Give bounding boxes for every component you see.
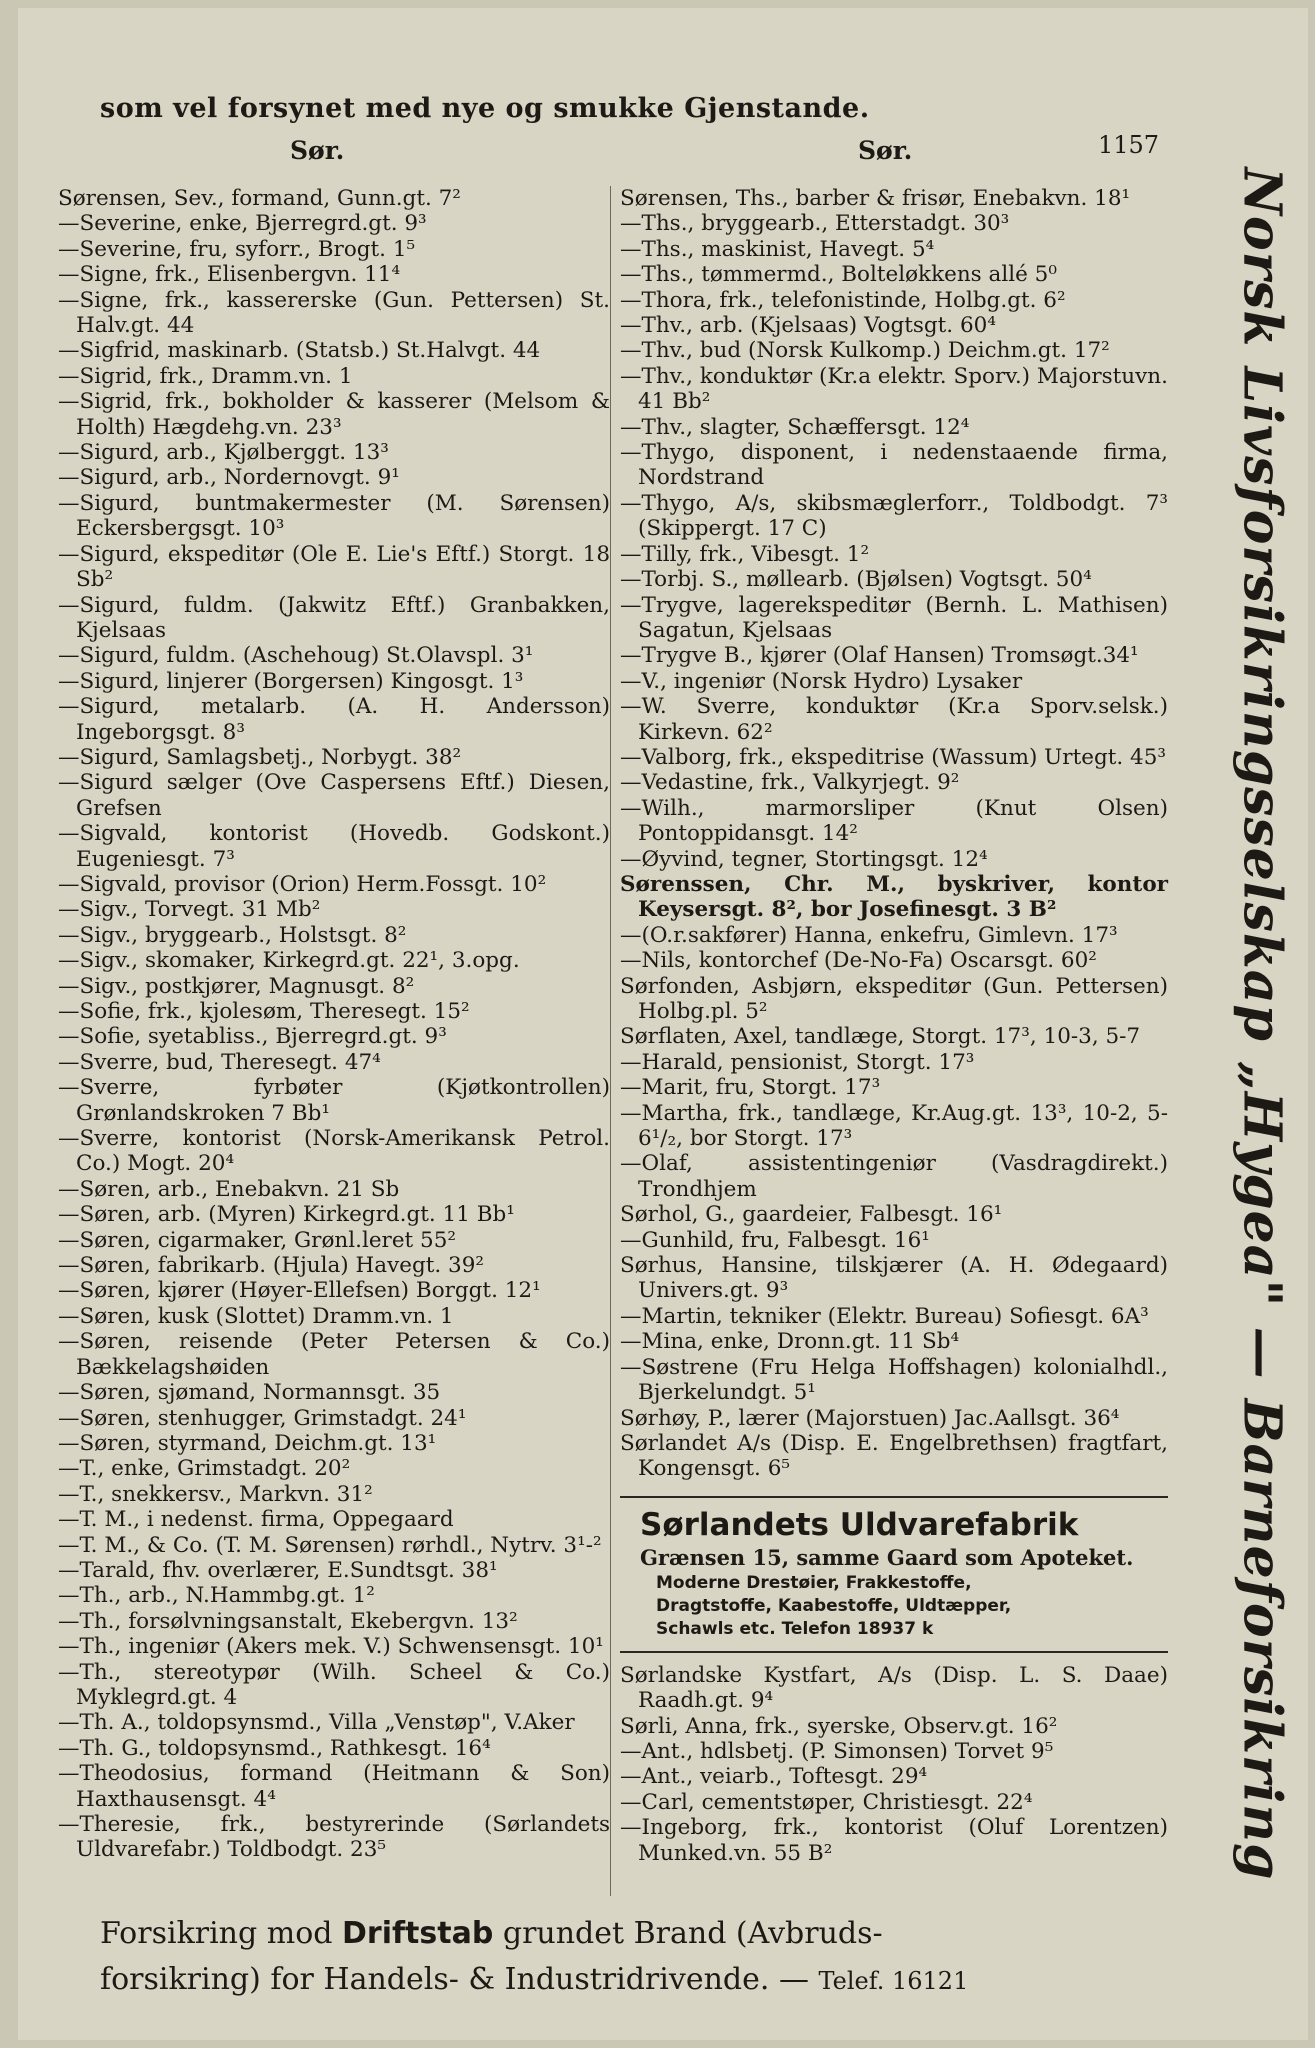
directory-entry: —Ant., veiarb., Toftesgt. 29⁴ [620,1764,928,1790]
footer-line2-text: forsikring) for Handels- & Industridrivende. [100,1962,770,1997]
directory-entry: —Harald, pensionist, Storgt. 17³ [620,1049,975,1075]
footer-line1-post: grundet Brand (Avbruds- [502,1916,883,1951]
directory-entry: —Thv., bud (Norsk Kulkomp.) Deichm.gt. 17² [620,338,1110,364]
directory-entry: —Marit, fru, Storgt. 17³ [620,1075,881,1101]
directory-entry: Sørhøy, P., lærer (Majorstuen) Jac.Aallsgt. 36⁴ [620,1405,1120,1431]
directory-entry: —Thv., arb. (Kjelsaas) Vogtsgt. 60⁴ [620,313,996,339]
directory-entry: —Søren, sjømand, Normannsgt. 35 [58,1380,441,1406]
advert-line-1: Moderne Drestøier, Frakkestoffe, [656,1572,972,1593]
directory-entry: —Thora, frk., telefonistinde, Holbg.gt. 6² [620,287,1066,313]
directory-entry: —Th., forsølvningsanstalt, Ekebergvn. 13² [58,1608,518,1634]
directory-entry: —Sigv., Torvegt. 31 Mb² [58,897,321,923]
directory-entry: —W. Sverre, konduktør (Kr.a Sporv.selsk.) Kirkevn. 62² [620,694,1168,745]
advert-line-2: Dragtstoffe, Kaabestoffe, Uldtæpper, [656,1595,1012,1616]
directory-entry: —T. M., & Co. (T. M. Sørensen) rørhdl., Nytrv. 3¹-² [58,1532,602,1558]
directory-entry: —Martin, tekniker (Elektr. Bureau) Sofiesgt. 6A³ [620,1303,1149,1329]
directory-entry: —Mina, enke, Dronn.gt. 11 Sb⁴ [620,1329,960,1355]
footer-line-2 [100,1962,1180,1997]
directory-entry: —Sigurd, linjerer (Borgersen) Kingosgt. 1³ [58,668,524,694]
directory-entry: —Sigurd, ekspeditør (Ole E. Lie's Eftf.) Storgt. 18 Sb² [58,541,610,593]
directory-entry: Sørflaten, Axel, tandlæge, Storgt. 17³, 10-3, 5-7 [620,1024,1141,1050]
directory-entry: —Tarald, fhv. overlærer, E.Sundtsgt. 38¹ [58,1557,498,1583]
directory-entry: —Thygo, A/s, skibsmæglerforr., Toldbodgt. 7³ (Skippergt. 17 C) [620,490,1168,542]
footer-line1-pre: Forsikring mod [100,1916,333,1951]
directory-entry: —Sigurd, metalarb. (A. H. Andersson) Ingeborgsgt. 8³ [58,694,610,745]
left-column [58,186,610,1863]
directory-entry: —Sverre, kontorist (Norsk-Amerikansk Petrol. Co.) Mogt. 20⁴ [58,1126,610,1177]
directory-entry: —Thv., konduktør (Kr.a elektr. Sporv.) Majorstuvn. 41 Bb² [620,363,1168,415]
directory-entry: —Sverre, fyrbøter (Kjøtkontrollen) Grønlandskroken 7 Bb¹ [58,1075,610,1126]
directory-entry: Sørhol, G., gaardeier, Falbesgt. 16¹ [620,1202,1003,1228]
directory-entry: —Nils, kontorchef (De-No-Fa) Oscarsgt. 60² [620,948,1097,974]
top-line: som vel forsynet med nye og smukke Gjenstande. [100,93,870,124]
directory-entry: —Valborg, frk., ekspeditrise (Wassum) Urtegt. 45³ [620,744,1166,770]
directory-entry: Sørli, Anna, frk., syerske, Observ.gt. 16² [620,1713,1058,1739]
directory-entry: —Severine, fru, syforr., Brogt. 1⁵ [58,236,416,262]
advert-box [620,1496,1168,1653]
directory-entry: —Sigrid, frk., Dramm.vn. 1 [58,363,353,389]
directory-entry: —Severine, enke, Bjerregrd.gt. 9³ [58,211,427,237]
footer-dash: — [778,1962,809,1997]
directory-entry: —Sigurd, arb., Nordernovgt. 9¹ [58,465,400,491]
directory-entry: —Søren, stenhugger, Grimstadgt. 24¹ [58,1405,467,1431]
directory-entry: —Th. G., toldopsynsmd., Rathkesgt. 16⁴ [58,1735,491,1761]
directory-entry: Sørensen, Sev., formand, Gunn.gt. 7² [58,186,461,211]
advert-name: Sørlandets Uldvarefabrik [640,1506,1079,1543]
footer-telephone: Telef. 16121 [818,1967,969,1995]
directory-entry: —Sigurd, Samlagsbetj., Norbygt. 38² [58,744,462,770]
directory-entry: —Ant., hdlsbetj. (P. Simonsen) Torvet 9⁵ [620,1738,1054,1764]
directory-entry: —Sigv., skomaker, Kirkegrd.gt. 22¹, 3.opg. [58,948,520,974]
directory-entry: —Thv., slagter, Schæffersgt. 12⁴ [620,414,970,440]
directory-entry: —Sigurd sælger (Ove Caspersens Eftf.) Diesen, Grefsen [58,770,610,821]
directory-entry: Sørfonden, Asbjørn, ekspeditør (Gun. Pettersen) Holbg.pl. 5² [620,973,1168,1024]
directory-entry: Sørlandske Kystfart, A/s (Disp. L. S. Daae) Raadh.gt. 9⁴ [620,1662,1168,1714]
directory-entry: —Olaf, assistentingeniør (Vasdragdirekt.) Trondhjem [620,1151,1168,1202]
directory-entry: —Sigfrid, maskinarb. (Statsb.) St.Halvgt. 44 [58,338,541,364]
directory-entry: —Wilh., marmorsliper (Knut Olsen) Pontoppidansgt. 14² [620,795,1168,847]
directory-entry: —Sverre, bud, Theresegt. 47⁴ [58,1049,381,1075]
footer-line1-bold: Driftstab [342,1916,494,1951]
directory-entry: —Martha, frk., tandlæge, Kr.Aug.gt. 13³, 10-2, 5-6¹/₂, bor Storgt. 17³ [620,1100,1168,1152]
directory-entry: —Sigurd, arb., Kjølberggt. 13³ [58,440,389,466]
column-divider [610,186,611,1896]
directory-entry: —(O.r.sakfører) Hanna, enkefru, Gimlevn. 17³ [620,922,1118,948]
directory-entry: —Søren, reisende (Peter Petersen & Co.) Bækkelagshøiden [58,1329,610,1380]
advert-line-3: Schawls etc. Telefon 18937 k [656,1618,934,1639]
directory-entry: —Øyvind, tegner, Stortingsgt. 12⁴ [620,846,988,872]
directory-entry: —Sigurd, fuldm. (Aschehoug) St.Olavspl. 3¹ [58,643,534,669]
directory-entry: —Sigrid, frk., bokholder & kasserer (Melsom & Holth) Hægdehg.vn. 23³ [58,389,610,440]
directory-entry: Sørlandet A/s (Disp. E. Engelbrethsen) fragtfart, Kongensgt. 6⁵ [620,1430,1168,1482]
right-column-entries-a [620,186,1168,1482]
directory-entry: —Sigurd, buntmakermester (M. Sørensen) Eckersbergsgt. 10³ [58,490,610,542]
directory-entry: —Sofie, syetabliss., Bjerregrd.gt. 9³ [58,1024,447,1050]
directory-entry: —Th., ingeniør (Akers mek. V.) Schwensensgt. 10¹ [58,1634,604,1660]
directory-entry: —Søren, arb. (Myren) Kirkegrd.gt. 11 Bb¹ [58,1202,515,1228]
directory-entry: —Sigvald, kontorist (Hovedb. Godskont.) Eugeniesgt. 7³ [58,821,610,872]
directory-entry: —Sigv., postkjører, Magnusgt. 8² [58,973,415,999]
footer-line-1 [100,1916,1180,1951]
directory-entry: —Trygve B., kjører (Olaf Hansen) Tromsøgt.34¹ [620,643,1139,669]
directory-entry: Sørenssen, Chr. M., byskriver, kontor Keysersgt. 8², bor Josefinesgt. 3 B² [620,871,1168,923]
right-column [620,186,1168,1866]
directory-entry: —Theresie, frk., bestyrerinde (Sørlandets Uldvarefabr.) Toldbodgt. 23⁵ [58,1812,610,1863]
advert-address: Grænsen 15, samme Gaard som Apoteket. [640,1544,1134,1570]
directory-entry: —Signe, frk., kassererske (Gun. Pettersen) St. Halv.gt. 44 [58,287,610,339]
directory-entry: —Søstrene (Fru Helga Hoffshagen) kolonialhdl., Bjerkelundgt. 5¹ [620,1354,1168,1406]
right-heading: Sør. [858,136,913,165]
directory-entry: —Ingeborg, frk., kontorist (Oluf Lorentzen) Munked.vn. 55 B² [620,1815,1168,1866]
directory-entry: —Sigvald, provisor (Orion) Herm.Fossgt. 10² [58,871,547,897]
directory-entry: —T., enke, Grimstadgt. 20² [58,1456,351,1482]
directory-entry: —Ths., tømmermd., Bolteløkkens allé 5⁰ [620,262,1057,288]
directory-entry: —Th., arb., N.Hammbg.gt. 1² [58,1583,375,1609]
directory-entry: —Søren, cigarmaker, Grønl.leret 55² [58,1227,457,1253]
directory-entry: —T., snekkersv., Markvn. 31² [58,1481,373,1507]
right-column-entries-b [620,1663,1168,1866]
directory-entry: Sørensen, Ths., barber & frisør, Enebakvn. 18¹ [620,186,1131,211]
directory-entry: —Søren, kjører (Høyer-Ellefsen) Borggt. 12¹ [58,1278,541,1304]
directory-entry: —Ths., maskinist, Havegt. 5⁴ [620,236,935,262]
left-heading: Sør. [290,136,345,165]
page-number: 1157 [1098,131,1160,159]
directory-entry: —Søren, fabrikarb. (Hjula) Havegt. 39² [58,1253,484,1279]
directory-entry: —Th. A., toldopsynsmd., Villa „Venstøp", V.Aker [58,1710,575,1736]
directory-entry: —Signe, frk., Elisenbergvn. 11⁴ [58,262,401,288]
directory-entry: —Søren, kusk (Slottet) Dramm.vn. 1 [58,1303,454,1329]
directory-entry: —Gunhild, fru, Falbesgt. 16¹ [620,1227,930,1253]
directory-entry: —V., ingeniør (Norsk Hydro) Lysaker [620,668,1023,694]
directory-entry: —Thygo, disponent, i nedenstaaende firma, Nordstrand [620,440,1168,491]
directory-entry: —Sofie, frk., kjolesøm, Theresegt. 15² [58,999,470,1024]
directory-entry: —T. M., i nedenst. firma, Oppegaard [58,1507,454,1533]
directory-entry: —Carl, cementstøper, Christiesgt. 22⁴ [620,1789,1033,1815]
directory-entry: —Th., stereotypør (Wilh. Scheel & Co.) Myklegrd.gt. 4 [58,1659,610,1710]
directory-entry: Sørhus, Hansine, tilskjærer (A. H. Ødegaard) Univers.gt. 9³ [620,1253,1168,1304]
directory-entry: —Søren, styrmand, Deichm.gt. 13¹ [58,1430,437,1456]
directory-entry: —Tilly, frk., Vibesgt. 1² [620,541,870,567]
directory-entry: —Torbj. S., møllearb. (Bjølsen) Vogtsgt. 50⁴ [620,567,1092,593]
directory-entry: —Ths., bryggearb., Etterstadgt. 30³ [620,211,1010,237]
directory-entry: —Søren, arb., Enebakvn. 21 Sb [58,1176,400,1202]
directory-entry: —Sigv., bryggearb., Holstsgt. 8² [58,922,407,948]
directory-entry: —Sigurd, fuldm. (Jakwitz Eftf.) Granbakken, Kjelsaas [58,592,610,643]
directory-entry: —Trygve, lagerekspeditør (Bernh. L. Mathisen) Sagatun, Kjelsaas [620,592,1168,643]
directory-entry: —Vedastine, frk., Valkyrjegt. 9² [620,770,960,796]
directory-entry: —Theodosius, formand (Heitmann & Son) Haxthausensgt. 4⁴ [58,1761,610,1812]
side-advert-text: Norsk Livsforsikringsselskap „Hygea" — Barneforsikring [1231,167,1293,1881]
